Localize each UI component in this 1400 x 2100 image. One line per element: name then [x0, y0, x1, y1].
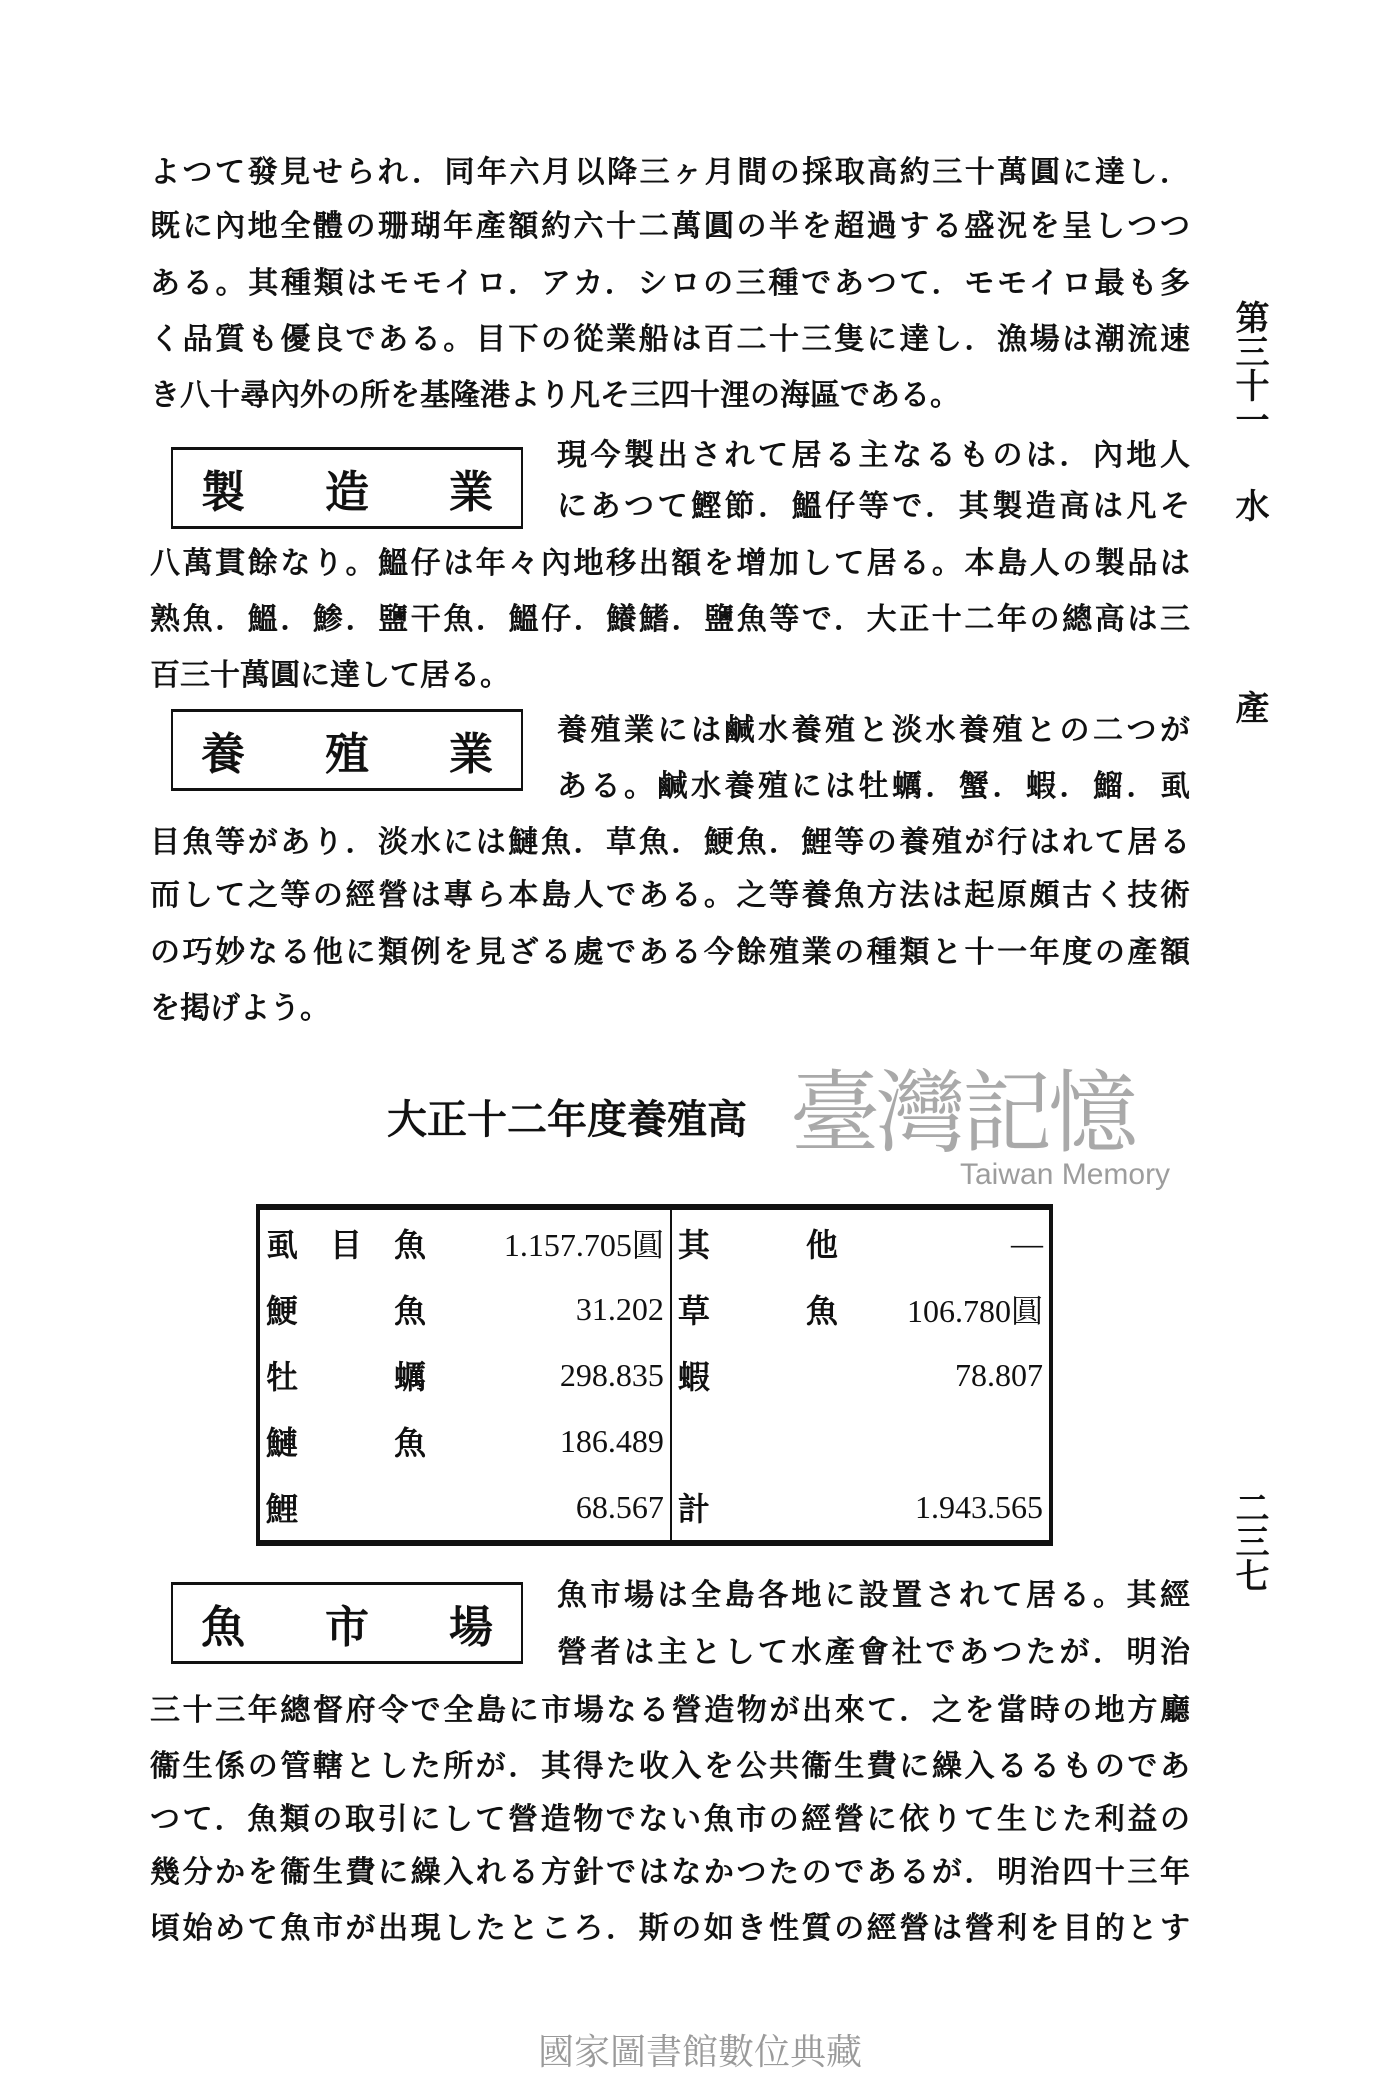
table-row	[258, 1474, 1051, 1543]
text-line: く品質も優良である。目下の從業船は百二十三隻に達し．漁場は潮流速	[150, 322, 1190, 357]
item-value: 31.202	[432, 1276, 671, 1342]
item-name	[258, 1408, 432, 1474]
name-char: 牡	[266, 1358, 299, 1396]
table-row	[258, 1342, 1051, 1408]
name-char	[330, 1418, 362, 1464]
section-heading-manufacturing	[171, 447, 523, 529]
item-name	[258, 1342, 432, 1408]
item-name	[258, 1276, 432, 1342]
item-value: 298.835	[432, 1342, 671, 1408]
name-char	[806, 1484, 838, 1530]
watermark-logo: 臺灣記憶	[790, 1061, 1134, 1166]
text-line: 養殖業には鹹水養殖と淡水養殖との二つが	[557, 713, 1190, 748]
aquaculture-table	[256, 1204, 1053, 1546]
name-char: 計	[677, 1490, 710, 1528]
page-number: 二三七	[1229, 1490, 1269, 1592]
name-char	[330, 1352, 362, 1398]
margin-subject: 水	[1229, 488, 1269, 522]
text-line: 既に內地全體の珊瑚年產額約六十二萬圓の半を超過する盛況を呈しつつ	[150, 209, 1190, 244]
text-line: 熟魚．鰮．鯵．鹽干魚．鰮仔．鱶鰭．鹽魚等で．大正十二年の總高は三	[150, 602, 1190, 637]
item-value: 1.157.705圓	[432, 1207, 671, 1276]
item-value: —	[1011, 1224, 1043, 1261]
text-line: 八萬貫餘なり。鰮仔は年々內地移出額を增加して居る。本島人の製品は	[150, 546, 1190, 581]
text-line: 幾分かを衞生費に繰入れる方針ではなかつたのであるが．明治四十三年	[150, 1855, 1190, 1890]
item-name	[258, 1207, 432, 1276]
text-line: き八十尋內外の所を基隆港より凡そ三四十浬の海區である。	[150, 378, 960, 413]
item-name	[258, 1474, 432, 1543]
name-char: 他	[805, 1226, 838, 1264]
name-char: 魚	[393, 1292, 426, 1330]
name-char	[394, 1484, 426, 1530]
name-char: 鯉	[266, 1490, 299, 1528]
item-name	[671, 1276, 844, 1342]
item-value: 106.780圓	[906, 1293, 1043, 1329]
text-line: よつて發見せられ．同年六月以降三ヶ月間の採取高約三十萬圓に達し．	[150, 155, 1190, 190]
heading-char: 業	[449, 467, 493, 518]
heading-char: 殖	[325, 729, 369, 780]
text-line: ある。其種類はモモイロ．アカ．シロの三種であつて．モモイロ最も多	[150, 266, 1190, 301]
name-char: 草	[677, 1292, 710, 1330]
text-line: 現今製出されて居る主なるものは．內地人	[557, 438, 1190, 473]
table-row	[258, 1207, 1051, 1276]
footer-credit: 國家圖書館數位典藏	[537, 2032, 862, 2073]
table-title: 大正十二年度養殖高	[387, 1096, 747, 1143]
table-row	[258, 1276, 1051, 1342]
text-line: 魚市場は全島各地に設置されて居る。其經	[557, 1578, 1190, 1613]
heading-char: 造	[325, 467, 369, 518]
text-line: を掲げよう。	[150, 991, 330, 1026]
name-char: 魚	[393, 1424, 426, 1462]
heading-char: 製	[201, 467, 245, 518]
margin-subject: 產	[1229, 690, 1269, 724]
name-char: 鰱	[266, 1424, 299, 1462]
text-line: の巧妙なる他に類例を見ざる處である今餘殖業の種類と十一年度の產額	[150, 935, 1190, 970]
name-char	[806, 1352, 838, 1398]
heading-char: 業	[449, 729, 493, 780]
text-line: ある。鹹水養殖には牡蠣．蟹．蝦．鰡．虱	[557, 769, 1190, 804]
section-heading-fishmarket	[171, 1582, 523, 1664]
name-char	[330, 1286, 362, 1332]
heading-char: 養	[201, 729, 245, 780]
name-char: 魚	[393, 1226, 426, 1264]
name-char	[330, 1484, 362, 1530]
item-value: 78.807	[955, 1356, 1043, 1393]
item-name	[671, 1207, 844, 1276]
name-char: 目	[329, 1226, 362, 1264]
heading-char: 魚	[201, 1602, 245, 1653]
heading-char: 場	[449, 1602, 493, 1653]
item-value: 68.567	[432, 1474, 671, 1543]
text-line: 營者は主として水產會社であつたが．明治	[557, 1635, 1190, 1670]
name-char: 蝦	[677, 1358, 710, 1396]
item-name	[671, 1408, 844, 1474]
text-line: 而して之等の經營は專ら本島人である。之等養魚方法は起原頗古く技術	[150, 878, 1190, 913]
text-line: にあつて鰹節．鰮仔等で．其製造高は凡そ	[557, 489, 1190, 524]
table-row	[258, 1408, 1051, 1474]
text-line: 衞生係の管轄とした所が．其得た收入を公共衞生費に繰入るるものであ	[150, 1749, 1190, 1784]
item-value: 1.943.565	[915, 1488, 1043, 1525]
item-name	[671, 1342, 844, 1408]
item-value	[844, 1408, 1051, 1474]
heading-char: 市	[325, 1602, 369, 1653]
watermark-logo-text: Taiwan Memory	[960, 1158, 1171, 1191]
name-char: 鯁	[266, 1292, 299, 1330]
section-heading-aquaculture	[171, 709, 523, 791]
margin-chapter: 第三十一	[1229, 300, 1269, 436]
name-char: 魚	[805, 1292, 838, 1330]
text-line: 目魚等があり．淡水には鰱魚．草魚．鯁魚．鯉等の養殖が行はれて居る	[150, 825, 1190, 860]
item-name	[671, 1474, 844, 1543]
text-line: つて．魚類の取引にして營造物でない魚市の經營に依りて生じた利益の	[150, 1802, 1190, 1837]
item-value: 186.489	[432, 1408, 671, 1474]
text-line: 百三十萬圓に達して居る。	[150, 658, 510, 693]
name-char: 其	[677, 1226, 710, 1264]
text-line: 三十三年總督府令で全島に市場なる營造物が出來て．之を當時の地方廳	[150, 1693, 1190, 1728]
name-char: 蠣	[393, 1358, 426, 1396]
text-line: 頃始めて魚市が出現したところ．斯の如き性質の經營は營利を目的とす	[150, 1911, 1190, 1946]
name-char: 虱	[266, 1226, 299, 1264]
